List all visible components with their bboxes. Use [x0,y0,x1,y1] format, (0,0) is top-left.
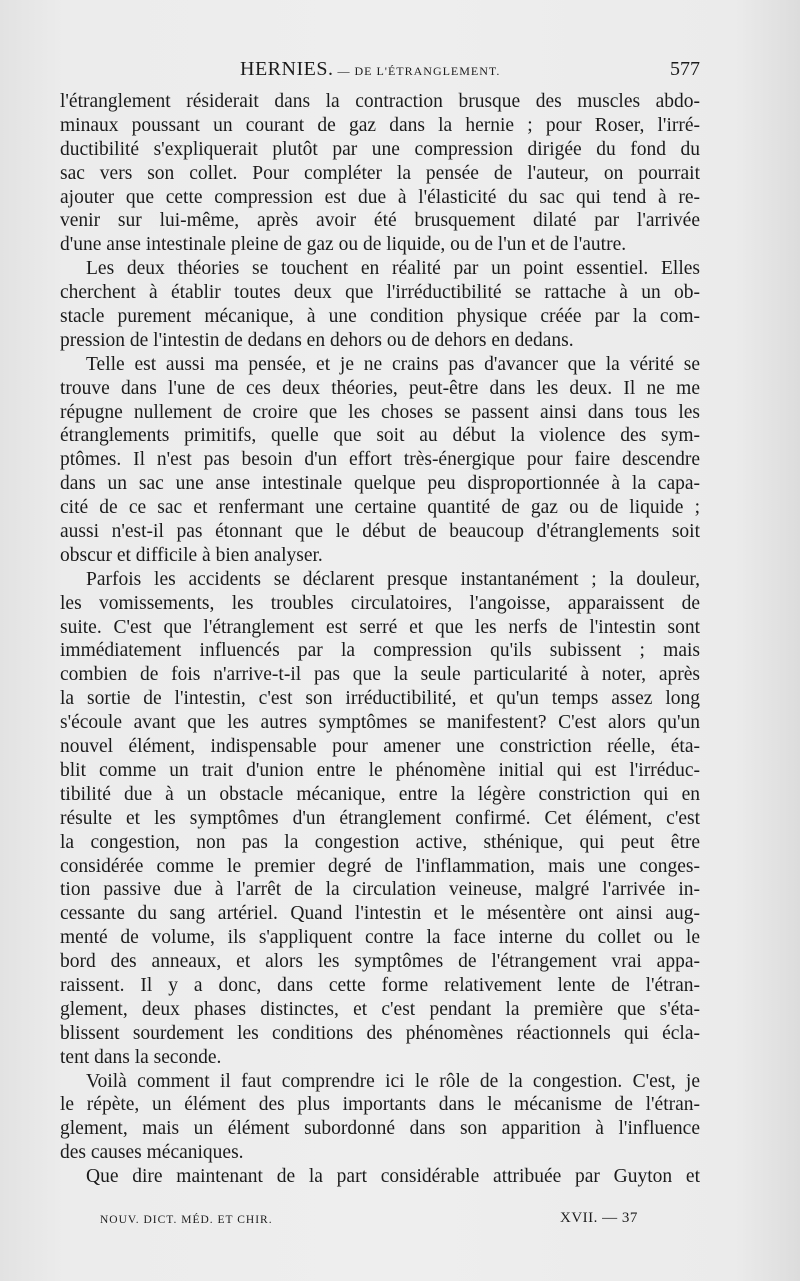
text-line: s'écoule avant que les autres symptômes se manifestent? C'est alors qu'un [60,712,700,734]
text-line: dans un sac une anse intestinale quelque peu disproportionnée à la capa- [60,473,700,495]
text-line: sac vers son collet. Pour compléter la pensée de l'auteur, on pourrait [60,162,700,184]
running-title-main: HERNIES. [240,58,334,80]
text-line: bord des anneaux, et alors les symptômes de l'étrangement vrai appa- [60,951,700,973]
text-line: tibilité due à un obstacle mécanique, entre la légère constriction qui en [60,783,700,805]
text-line: pression de l'intestin de dedans en dehors ou de dehors en dedans. [60,329,574,351]
text-line: glement, mais un élément subordonné dans son apparition à l'influence [60,1118,700,1140]
running-header [60,58,700,88]
text-line: minaux poussant un courant de gaz dans la hernie ; pour Roser, l'irré- [60,114,700,136]
text-line: résulte et les symptômes d'un étranglement confirmé. Cet élément, c'est [60,807,700,829]
text-line: stacle purement mécanique, à une condition physique créée par la com- [60,306,700,328]
running-title-subtitle: — DE L'ÉTRANGLEMENT. [333,64,501,78]
text-line: Les deux théories se touchent en réalité par un point essentiel. Elles [86,258,700,280]
text-line: blit comme un trait d'union entre le phénomène initial qui est l'irréduc- [60,759,700,781]
text-line: Voilà comment il faut comprendre ici le rôle de la congestion. C'est, je [86,1070,700,1092]
body-text [60,90,700,1189]
text-line: obscur et difficile à bien analyser. [60,544,323,566]
text-line: tion passive due à l'arrêt de la circulation veineuse, malgré l'arrivée in- [60,879,700,901]
page-number: 577 [670,58,700,80]
text-line: d'une anse intestinale pleine de gaz ou de liquide, ou de l'un et de l'autre. [60,234,627,256]
text-line: l'étranglement résiderait dans la contraction brusque des muscles abdo- [60,91,700,112]
text-line: combien de fois n'arrive-t-il pas que la seule particularité à noter, après [60,664,700,686]
text-line: ajouter que cette compression est due à l'élasticité du sac qui tend à re- [60,186,700,208]
text-line: aussi n'est-il pas étonnant que le début de beaucoup d'étranglements soit [60,521,700,543]
text-line: ductibilité s'expliquerait plutôt par une compression dirigée du fond du [60,138,700,160]
text-line: des causes mécaniques. [60,1142,244,1164]
text-line: nouvel élément, indispensable pour amener une constriction réelle, éta- [60,736,700,758]
text-line: Parfois les accidents se déclarent presque instantanément ; la douleur, [86,568,700,590]
text-line: la congestion, non pas la congestion active, sthénique, qui peut être [60,831,700,853]
text-line: ptômes. Il n'est pas besoin d'un effort très-énergique pour faire descendre [60,449,700,471]
text-line: trouve dans l'une de ces deux théories, peut-être dans les deux. Il ne me [60,377,700,399]
text-line: cessante du sang artériel. Quand l'intestin et le mésentère ont ainsi aug- [60,903,700,925]
text-line: les vomissements, les troubles circulatoires, l'angoisse, apparaissent de [60,592,700,614]
text-line: Telle est aussi ma pensée, et je ne crains pas d'avancer que la vérité se [86,353,700,375]
text-line: Que dire maintenant de la part considérable attribuée par Guyton et [86,1166,700,1188]
text-line: la sortie de l'intestin, c'est son irréductibilité, et qu'un temps assez long [60,688,700,710]
text-line: glement, deux phases distinctes, et c'est pendant la première que s'éta- [60,998,700,1020]
text-line: tent dans la seconde. [60,1046,222,1068]
text-line: venir sur lui-même, après avoir été brusquement dilaté par l'arrivée [60,210,700,232]
text-line: blissent sourdement les conditions des phénomènes réactionnels qui écla- [60,1022,700,1044]
page-footer [100,1212,640,1232]
volume-signature: XVII. — 37 [560,1210,638,1226]
text-line: répugne nullement de croire que les choses se passent ainsi dans tous les [60,401,700,423]
text-line: le répète, un élément des plus importants dans le mécanisme de l'étran- [60,1094,700,1116]
text-line: suite. C'est que l'étranglement est serré et que les nerfs de l'intestin sont [60,616,700,638]
text-line: menté de volume, ils s'appliquent contre la face interne du collet ou le [60,927,700,949]
text-line: considérée comme le premier degré de l'inflammation, mais une conges- [60,855,700,877]
text-line: étranglements primitifs, quelle que soit au début la violence des sym- [60,425,700,447]
running-title [240,58,500,81]
signature-mark: NOUV. DICT. MÉD. ET CHIR. [100,1214,273,1226]
text-line: cité de ce sac et renfermant une certaine quantité de gaz ou de liquide ; [60,497,700,519]
text-line: cherchent à établir toutes deux que l'irréductibilité se rattache à un ob- [60,282,700,304]
text-line: raissent. Il y a donc, dans cette forme relativement lente de l'étran- [60,974,700,996]
text-line: immédiatement influencés par la compression qu'ils subissent ; mais [60,640,700,662]
